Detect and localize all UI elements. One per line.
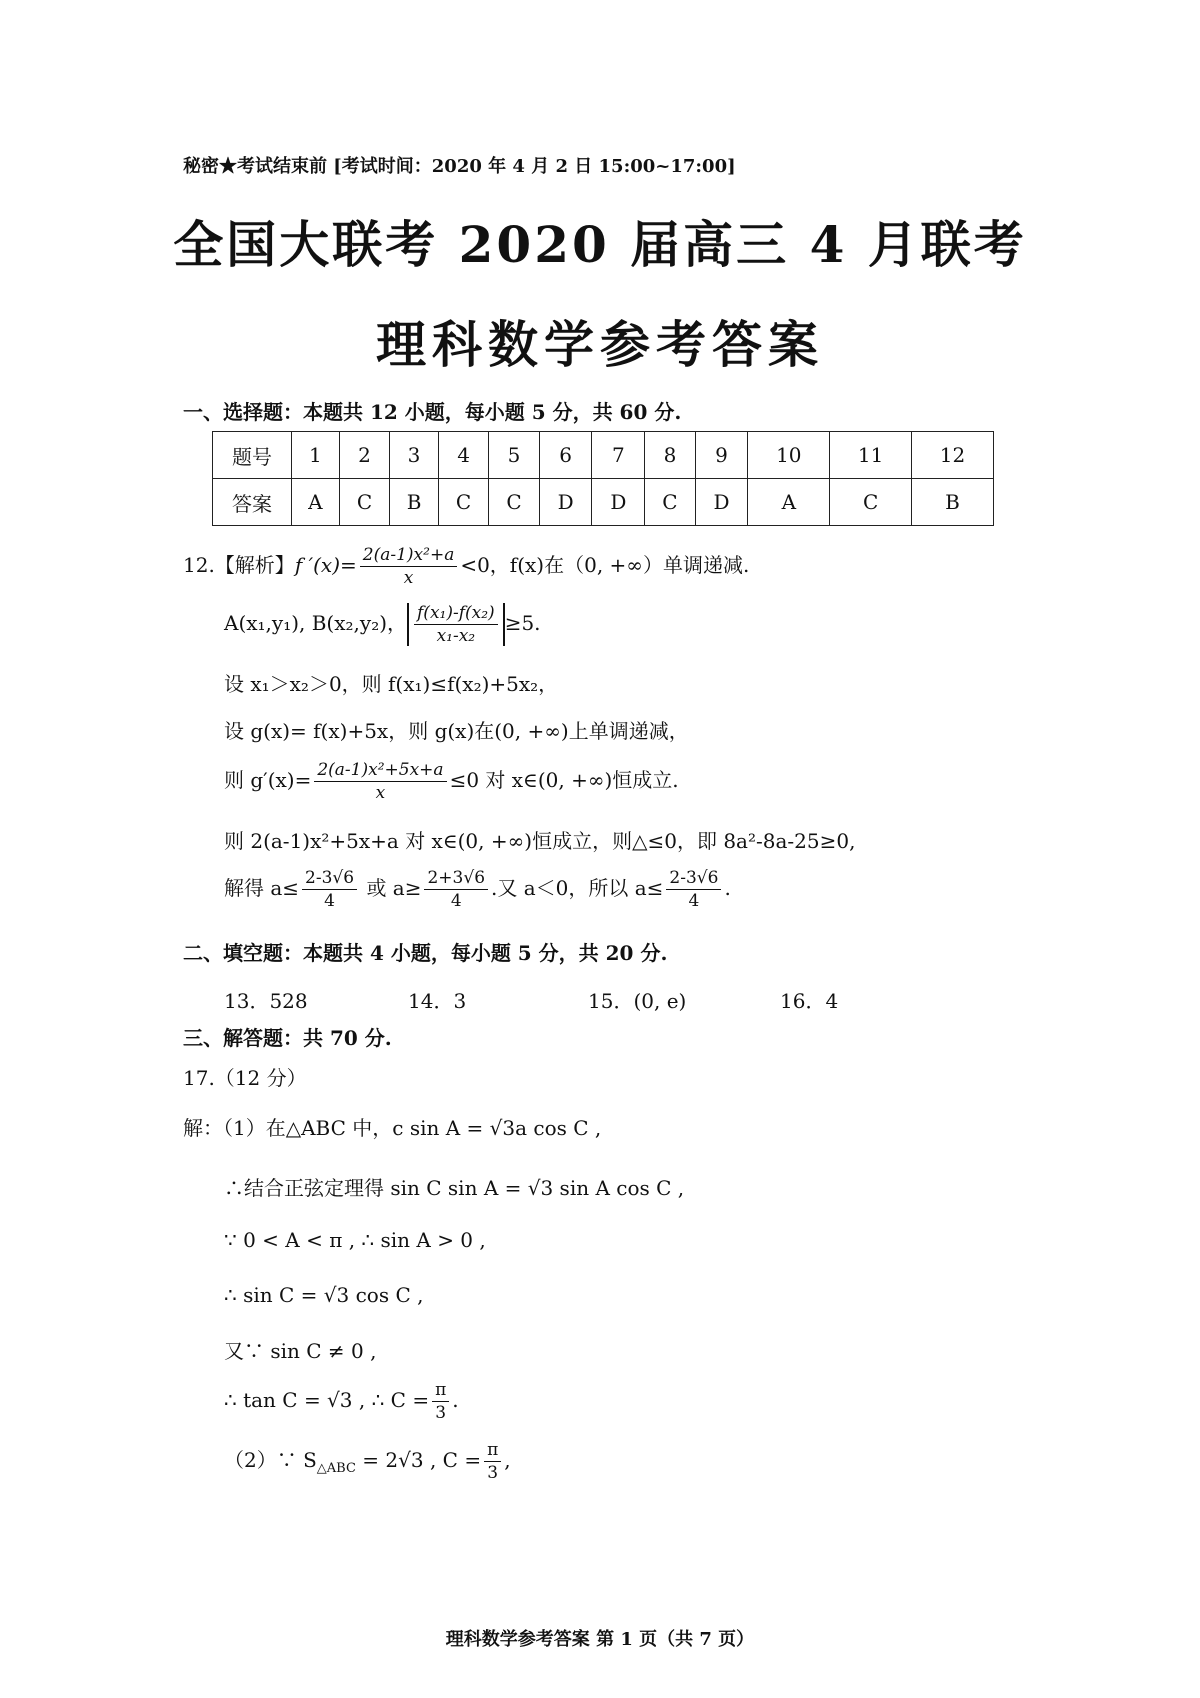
q12-solve-d: .: [724, 876, 731, 900]
table-cell: 10: [748, 432, 830, 479]
q17-step-6-prefix: ∴ tan C = √3 , ∴ C =: [224, 1388, 430, 1412]
q12-line-3: 设 x₁＞x₂＞0，则 f(x₁)≤f(x₂)+5x₂，: [224, 672, 559, 696]
table-cell: C: [830, 479, 912, 526]
q12-line-5-tail: ≤0 对 x∈(0, +∞)恒成立.: [449, 768, 679, 792]
fraction-denominator: 4: [688, 891, 700, 911]
fraction-denominator: 3: [487, 1463, 499, 1483]
table-cell: B: [390, 479, 439, 526]
fraction-denominator: x: [375, 783, 386, 803]
table-cell: C: [645, 479, 695, 526]
q17-step-6: [224, 1380, 459, 1423]
fraction-numerator: 2-3√6: [302, 868, 357, 890]
q17-fraction-pi-3-b: [484, 1440, 501, 1483]
q12-line-6: 则 2(a-1)x²+5x+a 对 x∈(0, +∞)恒成立，则△≤0，即 8a²-8a-25≥0,: [224, 829, 856, 853]
q17-step-4: ∴ sin C = √3 cos C ,: [224, 1283, 424, 1307]
fraction-numerator: 2(a-1)x²+a: [360, 545, 458, 567]
page-footer: 理科数学参考答案 第 1 页（共 7 页）: [445, 1629, 755, 1650]
q12-prefix: 12.【解析】: [183, 553, 295, 577]
fill-answer-14: 14．3: [408, 989, 467, 1013]
q12-solve-a: 解得 a≤: [224, 876, 300, 900]
fill-answer-16: 16．4: [780, 989, 839, 1013]
section-1-heading: 一、选择题：本题共 12 小题，每小题 5 分，共 60 分.: [183, 400, 682, 424]
table-cell: 3: [390, 432, 439, 479]
fraction-denominator: 4: [324, 891, 335, 911]
q17-area-subscript: △ABC: [316, 1461, 356, 1476]
q17-step-6-tail: .: [452, 1388, 459, 1412]
q17-step-3: ∵ 0 < A < π , ∴ sin A > 0 ,: [224, 1228, 486, 1252]
fraction-denominator: 3: [435, 1403, 447, 1423]
exam-title: 全国大联考 2020 届高三 4 月联考: [173, 215, 1027, 274]
fraction-denominator: x: [403, 568, 414, 588]
table-cell: 1: [292, 432, 340, 479]
q12-line-1-tail: <0，f(x)在（0, +∞）单调递减.: [460, 553, 750, 577]
q17-step-7-mid: = 2√3 , C =: [355, 1448, 482, 1472]
section-2-heading: 二、填空题：本题共 4 小题，每小题 5 分，共 20 分.: [183, 941, 668, 965]
q12-line-7: [224, 868, 731, 911]
table-cell: A: [292, 479, 340, 526]
q12-line-1: [183, 545, 749, 588]
q17-step-7: [224, 1440, 511, 1483]
q17-step-1: 解：（1）在△ABC 中，c sin A = √3a cos C ,: [183, 1116, 602, 1140]
table-cell: C: [438, 479, 488, 526]
q12-line-2: [224, 603, 541, 646]
table-cell: C: [489, 479, 539, 526]
q17-step-2: ∴结合正弦定理得 sin C sin A = √3 sin A cos C ,: [224, 1176, 685, 1200]
fraction-numerator: π: [432, 1380, 449, 1402]
q17-step-7-tail: ,: [504, 1448, 511, 1472]
q12-points: A(x₁,y₁), B(x₂,y₂)，: [224, 611, 408, 635]
row-label-answer: 答案: [213, 479, 292, 526]
fraction-denominator: 4: [450, 891, 462, 911]
fill-answer-15: 15．(0, e): [588, 989, 687, 1013]
confidential-header: 秘密★考试结束前 [考试时间：2020 年 4 月 2 日 15:00~17:00]: [183, 156, 736, 177]
q12-derivative: f ′(x)=: [294, 553, 357, 577]
fill-answer-13: 13．528: [224, 989, 308, 1013]
fraction-numerator: 2-3√6: [666, 868, 721, 890]
q12-fraction-5: [314, 760, 446, 803]
q12-line-5: [224, 760, 679, 803]
fraction-numerator: 2+3√6: [424, 868, 488, 890]
q12-fraction-7b: [424, 868, 488, 911]
table-cell: 11: [830, 432, 912, 479]
q17-step-7-prefix: （2）∵ S: [224, 1448, 317, 1472]
fraction-numerator: 2(a-1)x²+5x+a: [314, 760, 446, 782]
table-cell: 6: [539, 432, 592, 479]
q12-line-2-tail: ≥5.: [504, 611, 541, 635]
fraction-numerator: π: [484, 1440, 501, 1462]
table-row-answers: [213, 479, 994, 526]
answer-key-title: 理科数学参考答案: [376, 315, 824, 374]
table-row-numbers: [213, 432, 994, 479]
q12-solve-c: .又 a＜0，所以 a≤: [491, 876, 664, 900]
q17-label: 17.（12 分）: [183, 1066, 307, 1090]
table-cell: B: [912, 479, 994, 526]
table-cell: 8: [645, 432, 695, 479]
table-cell: D: [539, 479, 592, 526]
fraction-numerator: f(x₁)-f(x₂): [414, 603, 498, 625]
q17-step-5: 又∵ sin C ≠ 0 ,: [224, 1339, 377, 1363]
table-cell: D: [695, 479, 748, 526]
fraction-denominator: x₁-x₂: [436, 626, 476, 646]
q17-fraction-pi-3: [432, 1380, 449, 1423]
q12-fraction-7c: [666, 868, 721, 911]
q12-abs-value: [407, 603, 505, 646]
q12-fraction-2: [414, 603, 498, 646]
table-cell: 2: [339, 432, 389, 479]
table-cell: 4: [438, 432, 488, 479]
q12-line-5-prefix: 则 g′(x)=: [224, 768, 312, 792]
table-cell: A: [748, 479, 830, 526]
q12-fraction-1: [360, 545, 458, 588]
answer-table: [212, 431, 994, 526]
q12-solve-b: 或 a≥: [366, 876, 422, 900]
q12-fraction-7a: [302, 868, 357, 911]
row-label-number: 题号: [213, 432, 292, 479]
table-cell: D: [592, 479, 645, 526]
section-3-heading: 三、解答题：共 70 分.: [183, 1026, 392, 1050]
table-cell: 7: [592, 432, 645, 479]
table-cell: 12: [912, 432, 994, 479]
q12-line-4: 设 g(x)= f(x)+5x，则 g(x)在(0, +∞)上单调递减，: [224, 719, 689, 743]
table-cell: 9: [695, 432, 748, 479]
table-cell: C: [339, 479, 389, 526]
table-cell: 5: [489, 432, 539, 479]
